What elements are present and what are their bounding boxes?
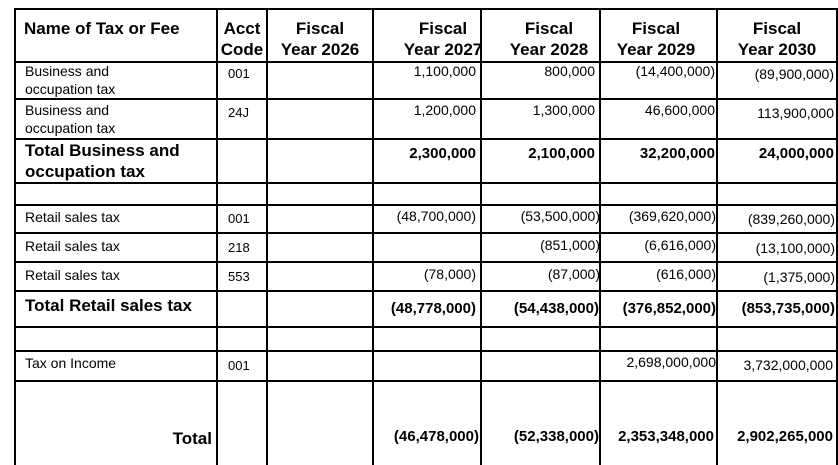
cell-fy2028: (87,000) (547, 266, 600, 282)
subtotal-name-line1: Total Business and (25, 141, 180, 160)
header-fy2029-line2: Year 2029 (616, 40, 696, 59)
header-fy2026-line2: Year 2026 (280, 40, 360, 59)
cell-fy2027: 1,200,000 (413, 102, 476, 118)
row-name-line1: Business and (25, 63, 110, 79)
cell-fy2030: 3,732,000,000 (743, 357, 833, 373)
cell-fy2030: (89,900,000) (754, 66, 834, 82)
row-name-line1: Business and (25, 102, 110, 118)
row-name: Tax on Income (25, 355, 117, 371)
row-acct-code: 218 (228, 240, 250, 255)
grid-line (14, 350, 838, 352)
grid-line (14, 138, 838, 140)
cell-fy2029: 2,698,000,000 (626, 354, 716, 370)
header-fy2028-line2: Year 2028 (509, 40, 589, 59)
row-name: Retail sales tax (25, 238, 120, 254)
grid-line (14, 380, 838, 382)
cell-fy2030: (839,260,000) (747, 211, 835, 227)
grid-line (14, 98, 838, 100)
cell-fy2027: 1,100,000 (413, 63, 476, 79)
grand-total-fy2027: (46,478,000) (393, 428, 479, 445)
header-fy2027-line2: Year 2027 (403, 40, 483, 59)
grid-line (14, 8, 838, 10)
grand-total-fy2029: 2,353,348,000 (618, 428, 714, 445)
subtotal-fy2030: (853,735,000) (741, 300, 835, 317)
grid-line (14, 204, 838, 206)
cell-fy2030: (1,375,000) (763, 269, 835, 285)
subtotal-fy2027: (48,778,000) (390, 300, 476, 317)
subtotal-fy2028: 2,100,000 (528, 145, 595, 162)
grid-line (480, 8, 482, 465)
header-acct-line2: Code (220, 40, 264, 59)
grid-line (14, 290, 838, 292)
cell-fy2029: (369,620,000) (628, 208, 716, 224)
grid-line (216, 8, 218, 465)
subtotal-name-line2: occupation tax (25, 162, 145, 181)
cell-fy2028: 1,300,000 (532, 102, 595, 118)
header-fy2028-line1: Fiscal (524, 19, 574, 38)
cell-fy2027: (48,700,000) (396, 208, 476, 224)
cell-fy2029: (6,616,000) (644, 237, 716, 253)
row-acct-code: 553 (228, 269, 250, 284)
grid-line (266, 8, 268, 465)
grid-line (716, 8, 718, 465)
row-acct-code: 001 (228, 66, 250, 81)
grid-line (14, 261, 838, 263)
header-fy2030-line2: Year 2030 (737, 40, 817, 59)
row-name-line2: occupation tax (25, 120, 116, 136)
subtotal-fy2029: (376,852,000) (622, 300, 716, 317)
cell-fy2029: 46,600,000 (644, 102, 715, 118)
grid-line (372, 8, 374, 465)
cell-fy2029: (616,000) (656, 266, 716, 282)
grand-total-label: Total (172, 429, 212, 448)
cell-fy2029: (14,400,000) (635, 63, 715, 79)
header-name: Name of Tax or Fee (24, 19, 180, 38)
subtotal-fy2027: 2,300,000 (409, 145, 476, 162)
cell-fy2027: (78,000) (423, 266, 476, 282)
row-name-line2: occupation tax (25, 81, 116, 97)
cell-fy2028: 800,000 (544, 63, 595, 79)
header-fy2030-line1: Fiscal (752, 19, 802, 38)
row-name: Retail sales tax (25, 267, 120, 283)
subtotal-fy2029: 32,200,000 (639, 145, 715, 162)
header-fy2029-line1: Fiscal (631, 19, 681, 38)
cell-fy2028: (53,500,000) (520, 208, 600, 224)
cell-fy2030: 113,900,000 (757, 105, 834, 121)
cell-fy2028: (851,000) (540, 237, 600, 253)
subtotal-name: Total Retail sales tax (25, 296, 192, 315)
cell-fy2030: (13,100,000) (755, 240, 835, 256)
row-acct-code: 001 (228, 211, 250, 226)
header-fy2027-line1: Fiscal (418, 19, 468, 38)
grid-line (14, 8, 16, 465)
header-acct-line1: Acct (223, 19, 261, 38)
row-acct-code: 24J (228, 105, 249, 120)
grid-line (14, 326, 838, 328)
grid-line (14, 232, 838, 234)
header-fy2026-line1: Fiscal (295, 19, 345, 38)
grand-total-fy2028: (52,338,000) (513, 428, 599, 445)
grid-line (14, 182, 838, 184)
grand-total-fy2030: 2,902,265,000 (737, 428, 833, 445)
subtotal-fy2028: (54,438,000) (513, 300, 599, 317)
row-name: Retail sales tax (25, 209, 120, 225)
subtotal-fy2030: 24,000,000 (758, 145, 834, 162)
row-acct-code: 001 (228, 358, 250, 373)
